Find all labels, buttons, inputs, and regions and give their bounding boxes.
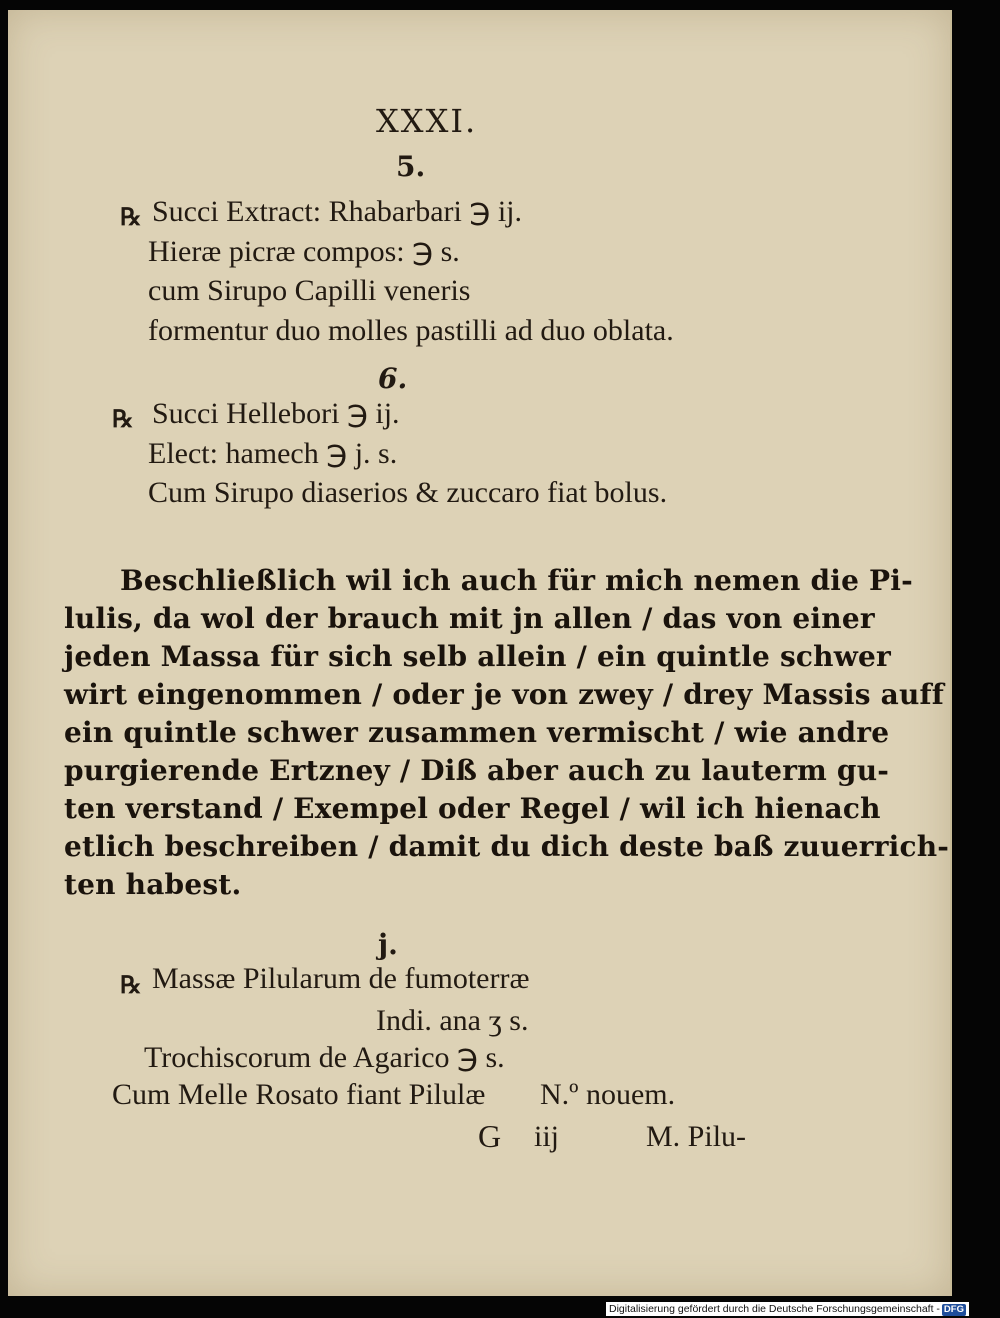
paragraph-line: Beschließlich wil ich auch für mich nemen die Pi-	[120, 564, 913, 597]
recipe-6-line-2: Elect: hamech ℈ j. s.	[148, 437, 398, 470]
dfg-logo: DFG	[943, 1304, 964, 1315]
paragraph-line: ein quintle schwer zusammen vermischt / wie andre	[64, 716, 890, 749]
recipe-1-line-2: Indi. ana ʒ s.	[376, 1004, 529, 1037]
paragraph-line: jeden Massa für sich selb allein / ein quintle schwer	[64, 640, 892, 673]
recipe-1-line-3: Trochiscorum de Agarico ℈ s.	[144, 1041, 505, 1074]
rx-symbol: ℞	[120, 970, 142, 999]
paragraph-line: lulis, da wol der brauch mit jn allen / das von einer	[64, 602, 875, 635]
catchword: M. Pilu-	[646, 1120, 747, 1153]
credit-text: Digitalisierung gefördert durch die Deutsche Forschungsgemeinschaft -	[609, 1303, 940, 1315]
paragraph-line: ten verstand / Exempel oder Regel / wil ich hienach	[64, 792, 881, 825]
paragraph-line: purgierende Ertzney / Diß aber auch zu lauterm gu-	[64, 754, 890, 787]
recipe-1-number: j.	[378, 928, 398, 961]
recipe-5-line-2: Hieræ picræ compos: ℈ s.	[148, 235, 460, 268]
recipe-1-line-4: Cum Melle Rosato fiant Pilulæ	[112, 1078, 486, 1111]
rx-symbol: ℞	[112, 404, 134, 433]
signature-mark: G	[478, 1118, 502, 1154]
paragraph-line: ten habest.	[64, 868, 242, 901]
paragraph-line: wirt eingenommen / oder je von zwey / drey Massis auff	[64, 678, 945, 711]
recipe-6-number: 6.	[378, 362, 408, 395]
paragraph-line: etlich beschreiben / damit du dich deste baß zuuerrich-	[64, 830, 950, 863]
running-head: XXXI.	[376, 102, 478, 140]
digitization-credit	[606, 1302, 969, 1316]
recipe-6-line-3: Cum Sirupo diaserios & zuccaro fiat bolus.	[148, 476, 668, 509]
recipe-1-line-5: N.º nouem.	[540, 1078, 676, 1111]
recipe-5-line-1: Succi Extract: Rhabarbari ℈ ij.	[152, 195, 522, 228]
recipe-5-line-3: cum Sirupo Capilli veneris	[148, 274, 471, 307]
recipe-5-number: 5.	[396, 150, 426, 183]
recipe-5-line-4: formentur duo molles pastilli ad duo oblata.	[148, 314, 674, 347]
recipe-6-line-1: Succi Hellebori ℈ ij.	[152, 397, 400, 430]
signature-number: iij	[534, 1120, 560, 1153]
recipe-1-line-1: Massæ Pilularum de fumoterræ	[152, 962, 530, 995]
rx-symbol: ℞	[120, 202, 142, 231]
book-page	[8, 10, 952, 1296]
